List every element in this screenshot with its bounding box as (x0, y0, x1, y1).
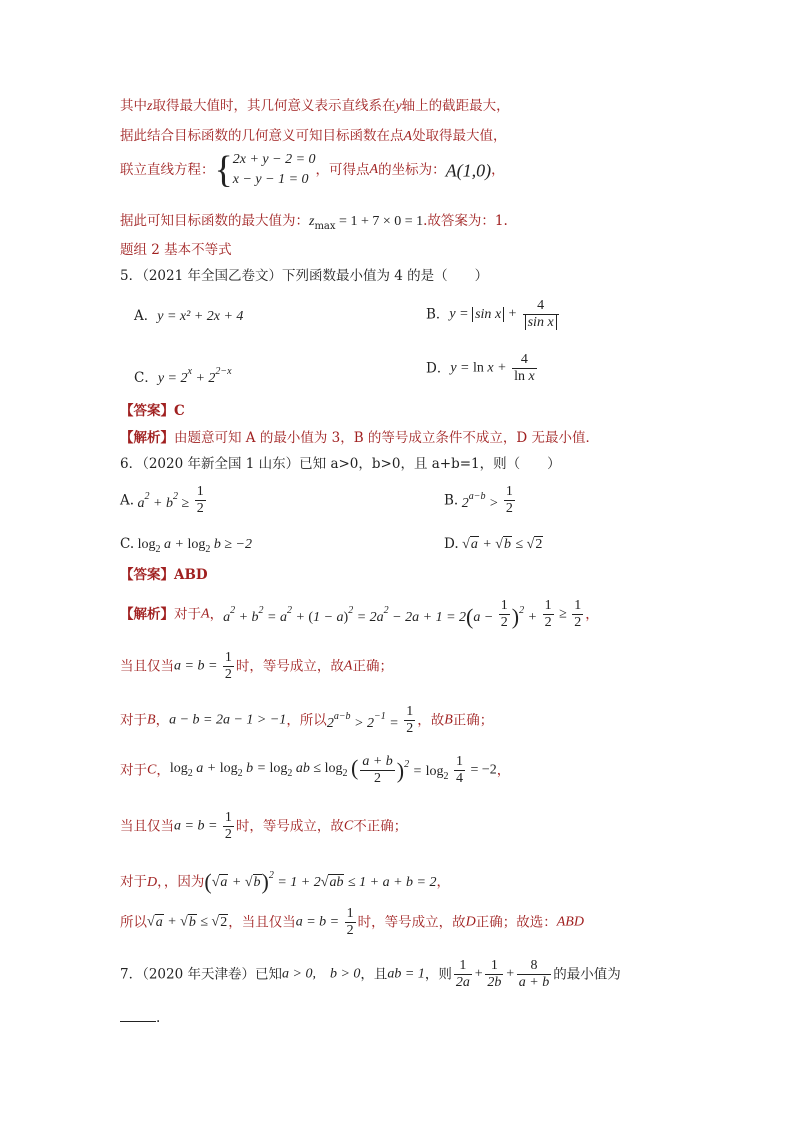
q6-option-a: A. $a^2 + b^2$ ≥ $\frac{1}{2}$ (120, 484, 204, 516)
q6-option-c: C. $\log_2 a + \log_2 b \ge -2$ (120, 536, 253, 555)
explanation-6-a-eq: 当且仅当a = b = $\frac{1}{2}$ 时，等号成立，故A正确； (120, 650, 393, 682)
q5-option-b: B．y = sin x + $\frac{4}{\text{sin x}}$ (426, 298, 561, 338)
solution-line-3: 联立直线方程：{ 2x + y − 2 = 0 x − y − 1 = 0 ，可得点A的坐标为：A(1,0)， (120, 149, 505, 191)
explanation-6-b: 对于B，a − b = 2a − 1 > −1，所以$2^{a-b} > 2^{-1}$ = $\frac{1}{2}$ ，故B正确； (120, 704, 494, 736)
q6-option-b: B. $2^{a-b}$ > $\frac{1}{2}$ (444, 484, 513, 516)
explanation-6-c-eq: 当且仅当a = b = $\frac{1}{2}$ 时，等号成立，故C不正确； (120, 810, 408, 842)
question-6: 6．（2020 年新全国 1 山东）已知 a>0，b>0，且 a+b=1，则（ ） (120, 456, 561, 472)
answer-blank: . (120, 1008, 160, 1028)
solution-line-2: 据此结合目标函数的几何意义可知目标函数在点A处取得最大值， (120, 128, 507, 144)
q6-option-d: D. √a + √b ≤ √2 (444, 536, 543, 552)
question-5: 5．（2021 年全国乙卷文）下列函数最小值为 4 的是（ ） (120, 268, 489, 284)
solution-line-1: 其中z取得最大值时，其几何意义表示直线系在y轴上的截距最大， (120, 98, 510, 114)
q5-option-a: A．y = x² + 2x + 4 (134, 308, 244, 324)
answer-blank-line[interactable] (120, 1021, 156, 1022)
question-7: 7．（2020 年天津卷）已知a > 0, b > 0，且ab = 1，则 $\frac{1}{2a}$ + $\frac{1}{2b}$ + $\frac{8}{a + b}$ 的最小值为 (120, 958, 621, 990)
explanation-6-d: 对于D，，因为$(√a + √b)^2 = 1 + 2√ab \le 1 + a + b = 2$， (120, 869, 450, 894)
q5-option-d: D．y = ln x + $\frac{4}{\text{ln x}}$ (426, 352, 535, 384)
explanation-6-summary: 所以√a + √b ≤ √2，当且仅当a = b = $\frac{1}{2}$ 时，等号成立，故D正确；故选：ABD (120, 906, 584, 938)
explanation-5: 【解析】由题意可知 A 的最小值为 3，B 的等号成立条件不成立，D 无最小值． (120, 430, 600, 446)
answer-5: 【答案】C (120, 403, 185, 419)
solution-line-4: 据此可知目标函数的最大值为：$z_{max} = 1 + 7 \times 0 = 1$.故答案为：1. (120, 213, 508, 232)
explanation-6-c: 对于C，$\log_2 a + \log_2 b = \log_2$ ab ≤ $\log_2$ ( $\frac{a + b}{2}$ )$^2 = \log_2$ $\frac{1}{4}$ = −2， (120, 754, 511, 786)
section-heading: 题组 2 基本不等式 (120, 242, 232, 258)
answer-6: 【答案】ABD (120, 567, 208, 583)
q5-option-c: C．$y = 2^x + 2^{2-x}$ (134, 366, 232, 386)
explanation-6-a: 【解析】对于A，$a^2 + b^2 = a^2 + (1 - a)^2 = 2a^2 - 2a + 1 = 2(a$ − $\frac{1}{2}$ )$^2$ + $\frac{1}{2}$ ≥ $\frac{1}{2}$ ， (120, 598, 599, 630)
